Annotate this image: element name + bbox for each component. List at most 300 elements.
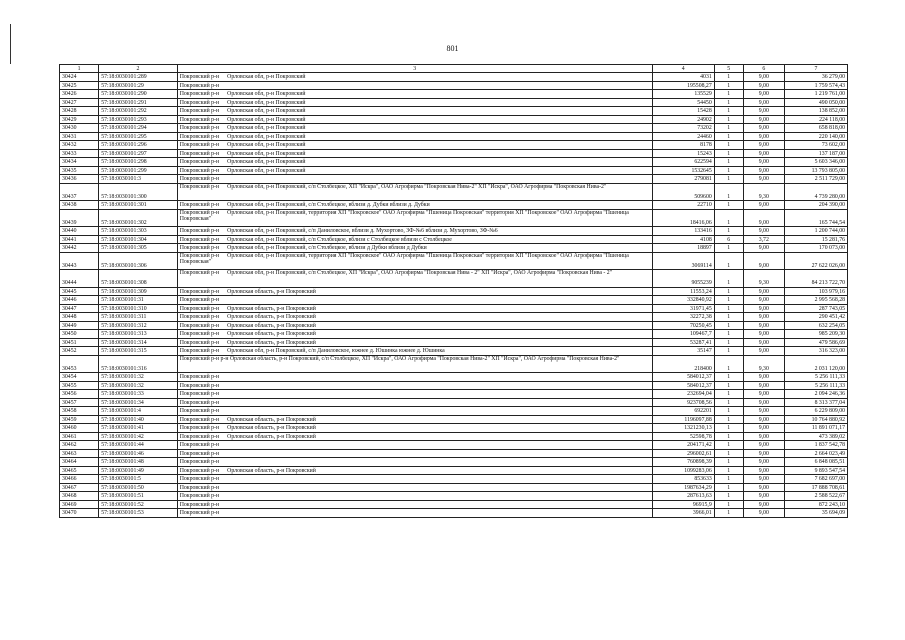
table-row	[60, 509, 848, 518]
cadastral-number-cell: 57:18:0030101:298	[99, 158, 177, 167]
rate-cell: 9,00	[743, 201, 784, 210]
category-cell: 1	[714, 321, 743, 330]
location-cell	[177, 398, 652, 407]
address-text: Орловская область, р-н Покровский	[227, 288, 316, 295]
category-cell: 1	[714, 432, 743, 441]
value-cell: 8 313 377,04	[784, 398, 847, 407]
location-cell	[177, 424, 652, 433]
table-row	[60, 81, 848, 90]
cadastral-number-cell: 57:18:0030101:49	[99, 466, 177, 475]
area-cell: 54450	[652, 98, 714, 107]
district-text: Покровский р-н	[179, 176, 220, 183]
cadastral-number-cell: 57:18:0030101:51	[99, 492, 177, 501]
cadastral-number-cell: 57:18:0030101:316	[99, 355, 177, 373]
rate-cell: 9,00	[743, 158, 784, 167]
district-text: Покровский р-н	[179, 433, 220, 440]
location-cell	[177, 347, 652, 356]
district-text: Покровский р-н	[179, 399, 220, 406]
rate-cell: 9,00	[743, 330, 784, 339]
location-cell	[177, 132, 652, 141]
row-number-cell: 30440	[60, 227, 99, 236]
area-cell: 692201	[652, 407, 714, 416]
category-cell: 1	[714, 115, 743, 124]
category-cell: 1	[714, 227, 743, 236]
rate-cell: 9,00	[743, 90, 784, 99]
rate-cell: 9,00	[743, 132, 784, 141]
table-row	[60, 407, 848, 416]
cadastral-number-cell: 57:18:0030101:296	[99, 141, 177, 150]
area-cell: 9055239	[652, 270, 714, 288]
category-cell: 1	[714, 330, 743, 339]
header-col-6: 6	[743, 65, 784, 73]
category-cell: 1	[714, 209, 743, 227]
category-cell: 1	[714, 201, 743, 210]
row-number-cell: 30468	[60, 492, 99, 501]
table-row	[60, 313, 848, 322]
category-cell: 1	[714, 373, 743, 382]
rate-cell: 9,00	[743, 296, 784, 305]
location-cell	[177, 313, 652, 322]
cadastral-number-cell: 57:18:0030101:306	[99, 252, 177, 270]
area-cell: 70250,45	[652, 321, 714, 330]
location-cell	[177, 149, 652, 158]
table-row	[60, 132, 848, 141]
category-cell: 1	[714, 124, 743, 133]
table-row	[60, 244, 848, 253]
table-row	[60, 149, 848, 158]
location-cell	[177, 209, 652, 227]
category-cell: 1	[714, 270, 743, 288]
rate-cell: 9,00	[743, 492, 784, 501]
category-cell: 1	[714, 441, 743, 450]
location-cell	[177, 90, 652, 99]
row-number-cell: 30425	[60, 81, 99, 90]
rate-cell: 9,00	[743, 500, 784, 509]
category-cell: 1	[714, 175, 743, 184]
value-cell: 11 891 071,17	[784, 424, 847, 433]
row-number-cell: 30459	[60, 415, 99, 424]
table-row	[60, 432, 848, 441]
district-text: Покровский р-н	[179, 459, 220, 466]
area-cell: 22710	[652, 201, 714, 210]
address-text: Орловская обл, р-н Покровский, с/п Столбецкое, ХП "Искра", ОАО Агрофирма "Покровская Нива-2" ХП "Искра", ОАО Агрофирма "Покровская Нива-2"	[227, 183, 607, 190]
location-cell	[177, 483, 652, 492]
rate-cell: 9,00	[743, 107, 784, 116]
table-row	[60, 347, 848, 356]
location-cell	[177, 475, 652, 484]
table-row	[60, 287, 848, 296]
cadastral-number-cell: 57:18:0030101:4	[99, 407, 177, 416]
value-cell: 1 219 761,00	[784, 90, 847, 99]
value-cell: 73 602,00	[784, 141, 847, 150]
row-number-cell: 30445	[60, 287, 99, 296]
value-cell: 84 213 722,70	[784, 270, 847, 288]
row-number-cell: 30467	[60, 483, 99, 492]
area-cell: 31971,45	[652, 304, 714, 313]
area-cell: 1987634,29	[652, 483, 714, 492]
cadastral-number-cell: 57:18:0030101:303	[99, 227, 177, 236]
category-cell: 1	[714, 244, 743, 253]
area-cell: 52598,78	[652, 432, 714, 441]
row-number-cell: 30437	[60, 183, 99, 201]
row-number-cell: 30470	[60, 509, 99, 518]
location-cell	[177, 509, 652, 518]
district-text: Покровский р-н	[179, 252, 220, 259]
district-text: Покровский р-н	[179, 416, 220, 423]
location-cell	[177, 304, 652, 313]
location-cell	[177, 415, 652, 424]
area-cell: 73202	[652, 124, 714, 133]
table-row	[60, 355, 848, 373]
area-cell: 15428	[652, 107, 714, 116]
category-cell: 1	[714, 338, 743, 347]
location-cell	[177, 407, 652, 416]
address-text: Орловская обл, р-н Покровский, с/п Столбецкое, вблизи д Дубки вблизи д Дубки	[227, 245, 427, 252]
row-number-cell: 30443	[60, 252, 99, 270]
category-cell: 1	[714, 313, 743, 322]
district-text: Покровский р-н	[179, 99, 220, 106]
rate-cell: 9,00	[743, 432, 784, 441]
location-cell	[177, 201, 652, 210]
cadastral-number-cell: 57:18:0030101:290	[99, 90, 177, 99]
area-cell: 622594	[652, 158, 714, 167]
address-text: Орловская область, р-н Покровский	[227, 416, 316, 423]
value-cell: 658 818,00	[784, 124, 847, 133]
category-cell: 1	[714, 141, 743, 150]
table-row	[60, 304, 848, 313]
area-cell: 760898,39	[652, 458, 714, 467]
value-cell: 6 229 809,00	[784, 407, 847, 416]
category-cell: 1	[714, 390, 743, 399]
row-number-cell: 30465	[60, 466, 99, 475]
table-row	[60, 183, 848, 201]
district-text: Покровский р-н	[179, 408, 220, 415]
cadastral-number-cell: 57:18:0030101:314	[99, 338, 177, 347]
row-number-cell: 30463	[60, 449, 99, 458]
category-cell: 1	[714, 90, 743, 99]
category-cell: 1	[714, 449, 743, 458]
cadastral-number-cell: 57:18:0030101:41	[99, 424, 177, 433]
value-cell: 9 893 547,54	[784, 466, 847, 475]
rate-cell: 9,00	[743, 441, 784, 450]
cadastral-number-cell: 57:18:0030101:300	[99, 183, 177, 201]
row-number-cell: 30446	[60, 296, 99, 305]
district-text: Покровский р-н	[179, 245, 220, 252]
area-cell: 15243	[652, 149, 714, 158]
district-text: Покровский р-н	[179, 339, 220, 346]
rate-cell: 9,00	[743, 209, 784, 227]
table-row	[60, 500, 848, 509]
value-cell: 632 254,05	[784, 321, 847, 330]
value-cell: 473 389,02	[784, 432, 847, 441]
cadastral-number-cell: 57:18:0030101:289	[99, 73, 177, 82]
value-cell: 985 209,30	[784, 330, 847, 339]
area-cell: 4031	[652, 73, 714, 82]
location-cell	[177, 390, 652, 399]
category-cell: 1	[714, 347, 743, 356]
rate-cell: 9,00	[743, 483, 784, 492]
value-cell: 1 837 542,78	[784, 441, 847, 450]
row-number-cell: 30441	[60, 235, 99, 244]
row-number-cell: 30430	[60, 124, 99, 133]
rate-cell: 9,00	[743, 424, 784, 433]
row-number-cell: 30458	[60, 407, 99, 416]
table-row	[60, 107, 848, 116]
area-cell: 232694,04	[652, 390, 714, 399]
area-cell: 296002,61	[652, 449, 714, 458]
rate-cell: 9,00	[743, 407, 784, 416]
category-cell: 1	[714, 509, 743, 518]
row-number-cell: 30438	[60, 201, 99, 210]
row-number-cell: 30435	[60, 166, 99, 175]
cadastral-number-cell: 57:18:0030101:299	[99, 166, 177, 175]
row-number-cell: 30457	[60, 398, 99, 407]
address-text: Орловская область, р-н Покровский	[227, 331, 316, 338]
address-text: Орловская область, р-н Покровский, с/п Столбецкое, ХП "Искра", ОАО Агрофирма "Покровская Нива-2" ХП "Искра", ОАО Агрофирма "Покровская Нива-2"	[229, 355, 620, 362]
district-text: Покровский р-н р-н	[179, 355, 229, 362]
table-row	[60, 330, 848, 339]
cadastral-number-cell: 57:18:0030101:301	[99, 201, 177, 210]
rate-cell: 9,00	[743, 227, 784, 236]
rate-cell: 9,00	[743, 304, 784, 313]
value-cell: 220 140,00	[784, 132, 847, 141]
area-cell: 18897	[652, 244, 714, 253]
address-text: Орловская обл, р-н Покровский, территория ХП "Покровское" ОАО Агрофирма "Пшеница Покровская" территория ХП "Покровское" ОАО Агрофирма "Пшеница Покровская"	[179, 209, 629, 222]
value-cell: 13 793 805,00	[784, 166, 847, 175]
rate-cell: 9,00	[743, 458, 784, 467]
value-cell: 2 031 120,00	[784, 355, 847, 373]
rate-cell: 9,00	[743, 81, 784, 90]
area-cell: 204171,42	[652, 441, 714, 450]
value-cell: 138 852,00	[784, 107, 847, 116]
row-number-cell: 30429	[60, 115, 99, 124]
row-number-cell: 30427	[60, 98, 99, 107]
table-row	[60, 166, 848, 175]
location-cell	[177, 381, 652, 390]
location-cell	[177, 296, 652, 305]
value-cell: 1 759 574,43	[784, 81, 847, 90]
district-text: Покровский р-н	[179, 133, 220, 140]
category-cell: 1	[714, 296, 743, 305]
table-row	[60, 98, 848, 107]
area-cell: 1321230,13	[652, 424, 714, 433]
value-cell: 4 739 280,00	[784, 183, 847, 201]
district-text: Покровский р-н	[179, 348, 220, 355]
location-cell	[177, 466, 652, 475]
rate-cell: 9,00	[743, 347, 784, 356]
area-cell: 287613,63	[652, 492, 714, 501]
header-row	[60, 65, 848, 73]
area-cell: 853633	[652, 475, 714, 484]
category-cell: 1	[714, 166, 743, 175]
row-number-cell: 30428	[60, 107, 99, 116]
district-text: Покровский р-н	[179, 202, 220, 209]
location-cell	[177, 500, 652, 509]
area-cell: 53287,41	[652, 338, 714, 347]
cadastral-table	[59, 64, 848, 518]
row-number-cell: 30466	[60, 475, 99, 484]
category-cell: 1	[714, 458, 743, 467]
location-cell	[177, 166, 652, 175]
cadastral-number-cell: 57:18:0030101:308	[99, 270, 177, 288]
header-col-5: 5	[714, 65, 743, 73]
cadastral-number-cell: 57:18:0030101:48	[99, 458, 177, 467]
row-number-cell: 30464	[60, 458, 99, 467]
address-text: Орловская обл, р-н Покровский, территория ХП "Покровское" ОАО Агрофирма "Пшеница Покровская" территория ХП "Покровское" ОАО Агрофирма "Пшеница Покровская"	[179, 252, 629, 265]
area-cell: 3069114	[652, 252, 714, 270]
address-text: Орловская обл, р-н Покровский	[227, 116, 306, 123]
rate-cell: 9,00	[743, 175, 784, 184]
district-text: Покровский р-н	[179, 305, 220, 312]
category-cell: 1	[714, 398, 743, 407]
location-cell	[177, 244, 652, 253]
rate-cell: 9,00	[743, 338, 784, 347]
row-number-cell: 30424	[60, 73, 99, 82]
cadastral-number-cell: 57:18:0030101:302	[99, 209, 177, 227]
table-row	[60, 175, 848, 184]
table-row	[60, 90, 848, 99]
rate-cell: 9,00	[743, 124, 784, 133]
area-cell: 195508,27	[652, 81, 714, 90]
rate-cell: 9,00	[743, 390, 784, 399]
area-cell: 133416	[652, 227, 714, 236]
table-row	[60, 124, 848, 133]
table-row	[60, 398, 848, 407]
location-cell	[177, 373, 652, 382]
location-cell	[177, 107, 652, 116]
category-cell: 1	[714, 475, 743, 484]
cadastral-number-cell: 57:18:0030101:44	[99, 441, 177, 450]
area-cell: 35147	[652, 347, 714, 356]
rate-cell: 9,00	[743, 509, 784, 518]
category-cell: 1	[714, 492, 743, 501]
location-cell	[177, 492, 652, 501]
district-text: Покровский р-н	[179, 467, 220, 474]
category-cell: 1	[714, 304, 743, 313]
cadastral-number-cell: 57:18:0030101:291	[99, 98, 177, 107]
district-text: Покровский р-н	[179, 209, 220, 216]
rate-cell: 9,30	[743, 270, 784, 288]
rate-cell: 9,00	[743, 166, 784, 175]
area-cell: 3966,01	[652, 509, 714, 518]
row-number-cell: 30469	[60, 500, 99, 509]
row-number-cell: 30455	[60, 381, 99, 390]
rate-cell: 9,00	[743, 141, 784, 150]
table-row	[60, 209, 848, 227]
value-cell: 2 588 522,67	[784, 492, 847, 501]
table-row	[60, 252, 848, 270]
value-cell: 35 694,09	[784, 509, 847, 518]
location-cell	[177, 115, 652, 124]
area-cell: 332840,92	[652, 296, 714, 305]
address-text: Орловская область, р-н Покровский	[227, 425, 316, 432]
rate-cell: 9,00	[743, 313, 784, 322]
district-text: Покровский р-н	[179, 108, 220, 115]
cadastral-number-cell: 57:18:0030101:305	[99, 244, 177, 253]
address-text: Орловская обл, р-н Покровский, с/п Столбецкое, ХП "Искра", ОАО Агрофирма "Покровская Нива - 2" ХП "Искра", ОАО Агрофирма "Покровская Нива - 2"	[227, 270, 613, 276]
address-text: Орловская область, р-н Покровский	[227, 467, 316, 474]
rate-cell: 9,00	[743, 466, 784, 475]
address-text: Орловская обл, р-н Покровский, с/п Столбецкое, вблизи д. Дубки вблизи д. Дубки	[227, 202, 430, 209]
value-cell: 170 073,00	[784, 244, 847, 253]
category-cell: 1	[714, 381, 743, 390]
address-text: Орловская область, р-н Покровский	[227, 433, 316, 440]
table-row	[60, 73, 848, 82]
district-text: Покровский р-н	[179, 374, 220, 381]
district-text: Покровский р-н	[179, 382, 220, 389]
value-cell: 479 586,69	[784, 338, 847, 347]
row-number-cell: 30433	[60, 149, 99, 158]
district-text: Покровский р-н	[179, 125, 220, 132]
table-row	[60, 483, 848, 492]
category-cell: 1	[714, 132, 743, 141]
value-cell: 2 664 023,49	[784, 449, 847, 458]
location-cell	[177, 252, 652, 270]
address-text: Орловская обл, р-н Покровский, с/п Столбецкое, вблизи с Столбецкое вблизи с Столбецкое	[227, 236, 452, 243]
row-number-cell: 30456	[60, 390, 99, 399]
rate-cell: 9,30	[743, 355, 784, 373]
area-cell: 8178	[652, 141, 714, 150]
table-row	[60, 492, 848, 501]
district-text: Покровский р-н	[179, 167, 220, 174]
header-col-3: 3	[177, 65, 652, 73]
location-cell	[177, 458, 652, 467]
category-cell: 1	[714, 107, 743, 116]
category-cell: 1	[714, 252, 743, 270]
rate-cell: 9,30	[743, 183, 784, 201]
rate-cell: 9,00	[743, 73, 784, 82]
table-row	[60, 321, 848, 330]
district-text: Покровский р-н	[179, 476, 220, 483]
row-number-cell: 30462	[60, 441, 99, 450]
location-cell	[177, 270, 652, 288]
district-text: Покровский р-н	[179, 425, 220, 432]
category-cell: 1	[714, 500, 743, 509]
table-row	[60, 441, 848, 450]
location-cell	[177, 432, 652, 441]
area-cell: 279081	[652, 175, 714, 184]
category-cell: 1	[714, 149, 743, 158]
district-text: Покровский р-н	[179, 501, 220, 508]
value-cell: 15 281,76	[784, 235, 847, 244]
row-number-cell: 30454	[60, 373, 99, 382]
district-text: Покровский р-н	[179, 391, 220, 398]
cadastral-number-cell: 57:18:0030101:292	[99, 107, 177, 116]
table-row	[60, 475, 848, 484]
category-cell: 1	[714, 355, 743, 373]
district-text: Покровский р-н	[179, 142, 220, 149]
value-cell: 165 744,54	[784, 209, 847, 227]
address-text: Орловская обл, р-н Покровский	[227, 150, 306, 157]
value-cell: 224 118,00	[784, 115, 847, 124]
district-text: Покровский р-н	[179, 442, 220, 449]
district-text: Покровский р-н	[179, 82, 220, 89]
value-cell: 27 622 026,00	[784, 252, 847, 270]
category-cell: 1	[714, 407, 743, 416]
rate-cell: 9,00	[743, 475, 784, 484]
rate-cell: 9,00	[743, 381, 784, 390]
cadastral-number-cell: 57:18:0030101:32	[99, 373, 177, 382]
area-cell: 4108	[652, 235, 714, 244]
area-cell: 1196097,88	[652, 415, 714, 424]
cadastral-number-cell: 57:18:0030101:304	[99, 235, 177, 244]
area-cell: 24460	[652, 132, 714, 141]
address-text: Орловская обл, р-н Покровский	[227, 99, 306, 106]
table-row	[60, 201, 848, 210]
address-text: Орловская область, р-н Покровский	[227, 305, 316, 312]
area-cell: 24902	[652, 115, 714, 124]
table-row	[60, 373, 848, 382]
